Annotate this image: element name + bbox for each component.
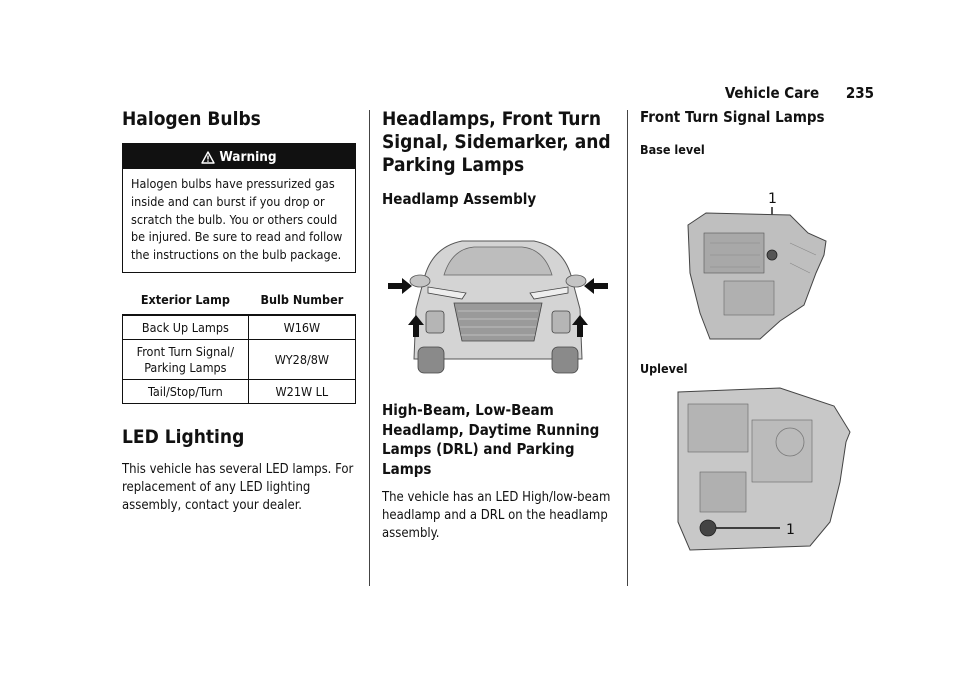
page-number: 235 <box>845 84 874 102</box>
warning-text: Halogen bulbs have pressurized gas inside and can burst if you drop or scratch the bulb. You or others could be injured. Be sure to read and follow the instructions on the bulb package. <box>131 176 343 263</box>
callout-number: 1 <box>768 190 777 207</box>
column-3 <box>640 108 876 560</box>
halogen-bulbs-heading: Halogen Bulbs <box>122 108 261 130</box>
lamp-cell: Back Up Lamps <box>123 315 249 340</box>
warning-box <box>122 143 356 273</box>
headlamp-assembly-heading: Headlamp Assembly <box>382 189 537 208</box>
table-row <box>123 339 356 379</box>
led-lighting-text: This vehicle has several LED lamps. For replacement of any LED lighting assembly, contact your dealer. <box>122 462 354 514</box>
callout-number: 1 <box>786 521 795 538</box>
bulb-cell: WY28/8W <box>248 339 355 379</box>
column-1 <box>122 108 356 525</box>
warning-label: Warning <box>219 149 277 166</box>
table-header-bulb-number: Bulb Number <box>248 287 355 315</box>
lamp-cell: Front Turn Signal/ Parking Lamps <box>123 339 249 379</box>
warning-triangle-icon <box>201 151 215 164</box>
table-header-exterior-lamp: Exterior Lamp <box>123 287 249 315</box>
uplevel-label: Uplevel <box>640 360 688 376</box>
base-level-label: Base level <box>640 141 705 157</box>
lamp-cell: Tail/Stop/Turn <box>123 380 249 404</box>
section-title: Vehicle Care <box>724 84 820 102</box>
uplevel-lamp-illustration <box>640 382 876 560</box>
headlamp-assembly-illustration <box>382 219 614 377</box>
led-lighting-heading: LED Lighting <box>122 426 245 449</box>
base-level-lamp-illustration <box>640 163 876 353</box>
warning-header <box>123 144 355 169</box>
headlamp-text: The vehicle has an LED High/low-beam headlamp and a DRL on the headlamp assembly. <box>382 490 611 541</box>
front-turn-signal-heading: Front Turn Signal Lamps <box>640 108 825 126</box>
bulb-cell: W16W <box>248 315 355 340</box>
high-beam-heading: High-Beam, Low-Beam Headlamp, Daytime Running Lamps (DRL) and Parking Lamps <box>382 401 600 478</box>
page-header <box>725 84 874 102</box>
headlamps-heading: Headlamps, Front Turn Signal, Sidemarker, and Parking Lamps <box>382 108 611 177</box>
column-divider-1 <box>369 110 370 586</box>
column-2 <box>382 108 614 553</box>
bulb-cell: W21W LL <box>248 380 355 404</box>
bulb-table <box>122 287 356 404</box>
column-divider-2 <box>627 110 628 586</box>
table-row <box>123 380 356 404</box>
table-row <box>123 315 356 340</box>
